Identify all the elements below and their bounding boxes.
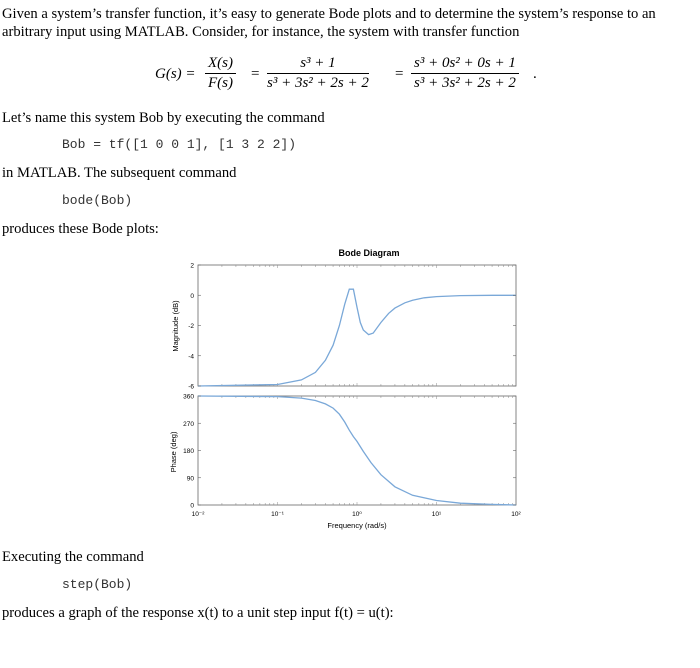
step-description: produces a graph of the response x(t) to a unit step input f(t) = u(t):	[2, 605, 394, 621]
phase-y-tick-label: 90	[186, 475, 194, 483]
chart-xlabel: Frequency (rad/s)	[327, 521, 387, 530]
fraction-polynomial	[267, 55, 369, 92]
magnitude-ylabel: Magnitude (dB)	[171, 300, 180, 352]
phase-axes	[198, 396, 516, 505]
fraction-3-denominator: s³ + 3s² + 2s + 2	[414, 75, 516, 91]
equation-lhs: G(s) =	[155, 66, 196, 82]
code-bode-command: bode(Bob)	[62, 193, 133, 208]
magnitude-y-tick-label: 0	[190, 292, 194, 300]
in-matlab-text: in MATLAB. The subsequent command	[2, 165, 237, 181]
intro-line-1: Given a system’s transfer function, it’s easy to generate Bode plots and to determine the system’s response to an	[2, 6, 656, 22]
executing-text: Executing the command	[2, 549, 144, 565]
equals-sign-1: =	[251, 66, 260, 82]
transfer-function-equation	[155, 52, 555, 102]
x-tick-label: 10¹	[431, 511, 442, 518]
x-tick-label: 10⁰	[352, 511, 362, 518]
fraction-expanded	[411, 55, 519, 92]
magnitude-y-tick-label: -4	[188, 353, 194, 361]
x-tick-label: 10⁻²	[191, 511, 205, 518]
magnitude-axes	[198, 265, 516, 386]
fraction-x-over-f	[205, 55, 236, 92]
magnitude-y-tick-label: -6	[188, 383, 194, 391]
produces-text: produces these Bode plots:	[2, 221, 159, 237]
intro-line-2: arbitrary input using MATLAB. Consider, for instance, the system with transfer function	[2, 24, 520, 40]
phase-y-tick-label: 360	[183, 393, 194, 401]
fraction-1-denominator: F(s)	[208, 75, 233, 91]
phase-y-tick-label: 180	[183, 448, 194, 455]
equals-sign-2: =	[395, 66, 404, 82]
x-tick-label: 10⁻¹	[271, 511, 284, 518]
phase-y-tick-label: 270	[183, 420, 194, 428]
fraction-2-denominator: s³ + 3s² + 2s + 2	[267, 75, 369, 91]
x-tick-label: 10²	[511, 511, 521, 518]
fraction-2-numerator: s³ + 1	[267, 55, 369, 74]
fraction-1-numerator: X(s)	[205, 55, 236, 74]
bode-plot-figure	[0, 240, 700, 540]
code-step-command: step(Bob)	[62, 577, 133, 592]
magnitude-y-tick-label: -2	[188, 323, 194, 330]
name-system-text: Let’s name this system Bob by executing the command	[2, 110, 325, 126]
phase-y-tick-label: 0	[190, 502, 194, 510]
magnitude-y-tick-label: 2	[190, 262, 194, 270]
phase-ylabel: Phase (deg)	[169, 431, 178, 473]
equation-period: .	[533, 66, 537, 82]
fraction-3-numerator: s³ + 0s² + 0s + 1	[411, 55, 519, 74]
chart-title: Bode Diagram	[338, 248, 400, 258]
code-tf-command: Bob = tf([1 0 0 1], [1 3 2 2])	[62, 137, 297, 152]
